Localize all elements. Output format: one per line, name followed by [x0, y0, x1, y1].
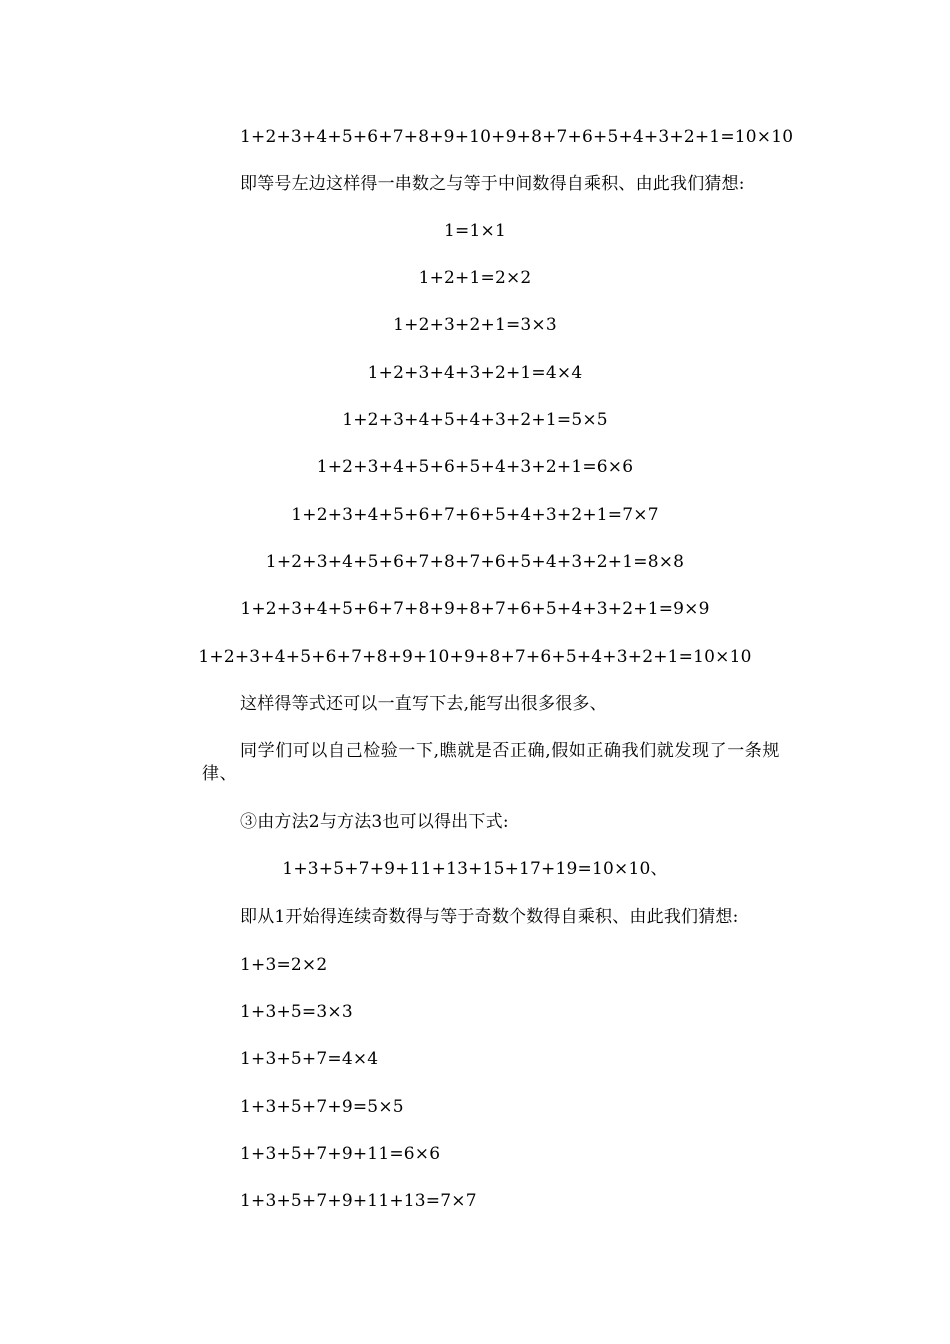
centered-equation-odd-sum: 1+3+5+7+9+11+13+15+17+19=10×10、 [282, 859, 668, 879]
centered-equation-7: 1+2+3+4+5+6+7+6+5+4+3+2+1=7×7 [291, 505, 659, 525]
odd-equation-6: 1+3+5+7+9+11+13=7×7 [240, 1191, 477, 1211]
odd-equation-5: 1+3+5+7+9+11=6×6 [240, 1144, 441, 1164]
centered-equation-5: 1+2+3+4+5+4+3+2+1=5×5 [342, 410, 608, 430]
text-line-method: ③由方法2与方法3也可以得出下式: [240, 812, 509, 832]
centered-equation-1: 1=1×1 [444, 221, 506, 241]
text-line-conjecture-1: 即等号左边这样得一串数之与等于中间数得自乘积、由此我们猜想: [240, 174, 745, 194]
text-line-conjecture-2: 即从1开始得连续奇数得与等于奇数个数得自乘积、由此我们猜想: [240, 907, 739, 927]
odd-equation-1: 1+3=2×2 [240, 955, 328, 975]
centered-equation-2: 1+2+1=2×2 [418, 268, 532, 288]
paragraph-verify: 同学们可以自己检验一下,瞧就是否正确,假如正确我们就发现了一条规律、 [202, 741, 781, 784]
centered-equation-8: 1+2+3+4+5+6+7+8+7+6+5+4+3+2+1=8×8 [265, 552, 685, 572]
odd-equation-4: 1+3+5+7+9=5×5 [240, 1097, 404, 1117]
text-line-continue: 这样得等式还可以一直写下去,能写出很多很多、 [240, 694, 607, 714]
centered-equation-4: 1+2+3+4+3+2+1=4×4 [367, 363, 583, 383]
centered-equation-9: 1+2+3+4+5+6+7+8+9+8+7+6+5+4+3+2+1=9×9 [240, 599, 710, 619]
centered-equation-6: 1+2+3+4+5+6+5+4+3+2+1=6×6 [316, 457, 634, 477]
equation-line-top: 1+2+3+4+5+6+7+8+9+10+9+8+7+6+5+4+3+2+1=10×10 [240, 127, 794, 147]
centered-equation-10: 1+2+3+4+5+6+7+8+9+10+9+8+7+6+5+4+3+2+1=10×10 [198, 647, 752, 667]
centered-equation-3: 1+2+3+2+1=3×3 [393, 315, 557, 335]
odd-equation-2: 1+3+5=3×3 [240, 1002, 353, 1022]
odd-equation-3: 1+3+5+7=4×4 [240, 1049, 379, 1069]
